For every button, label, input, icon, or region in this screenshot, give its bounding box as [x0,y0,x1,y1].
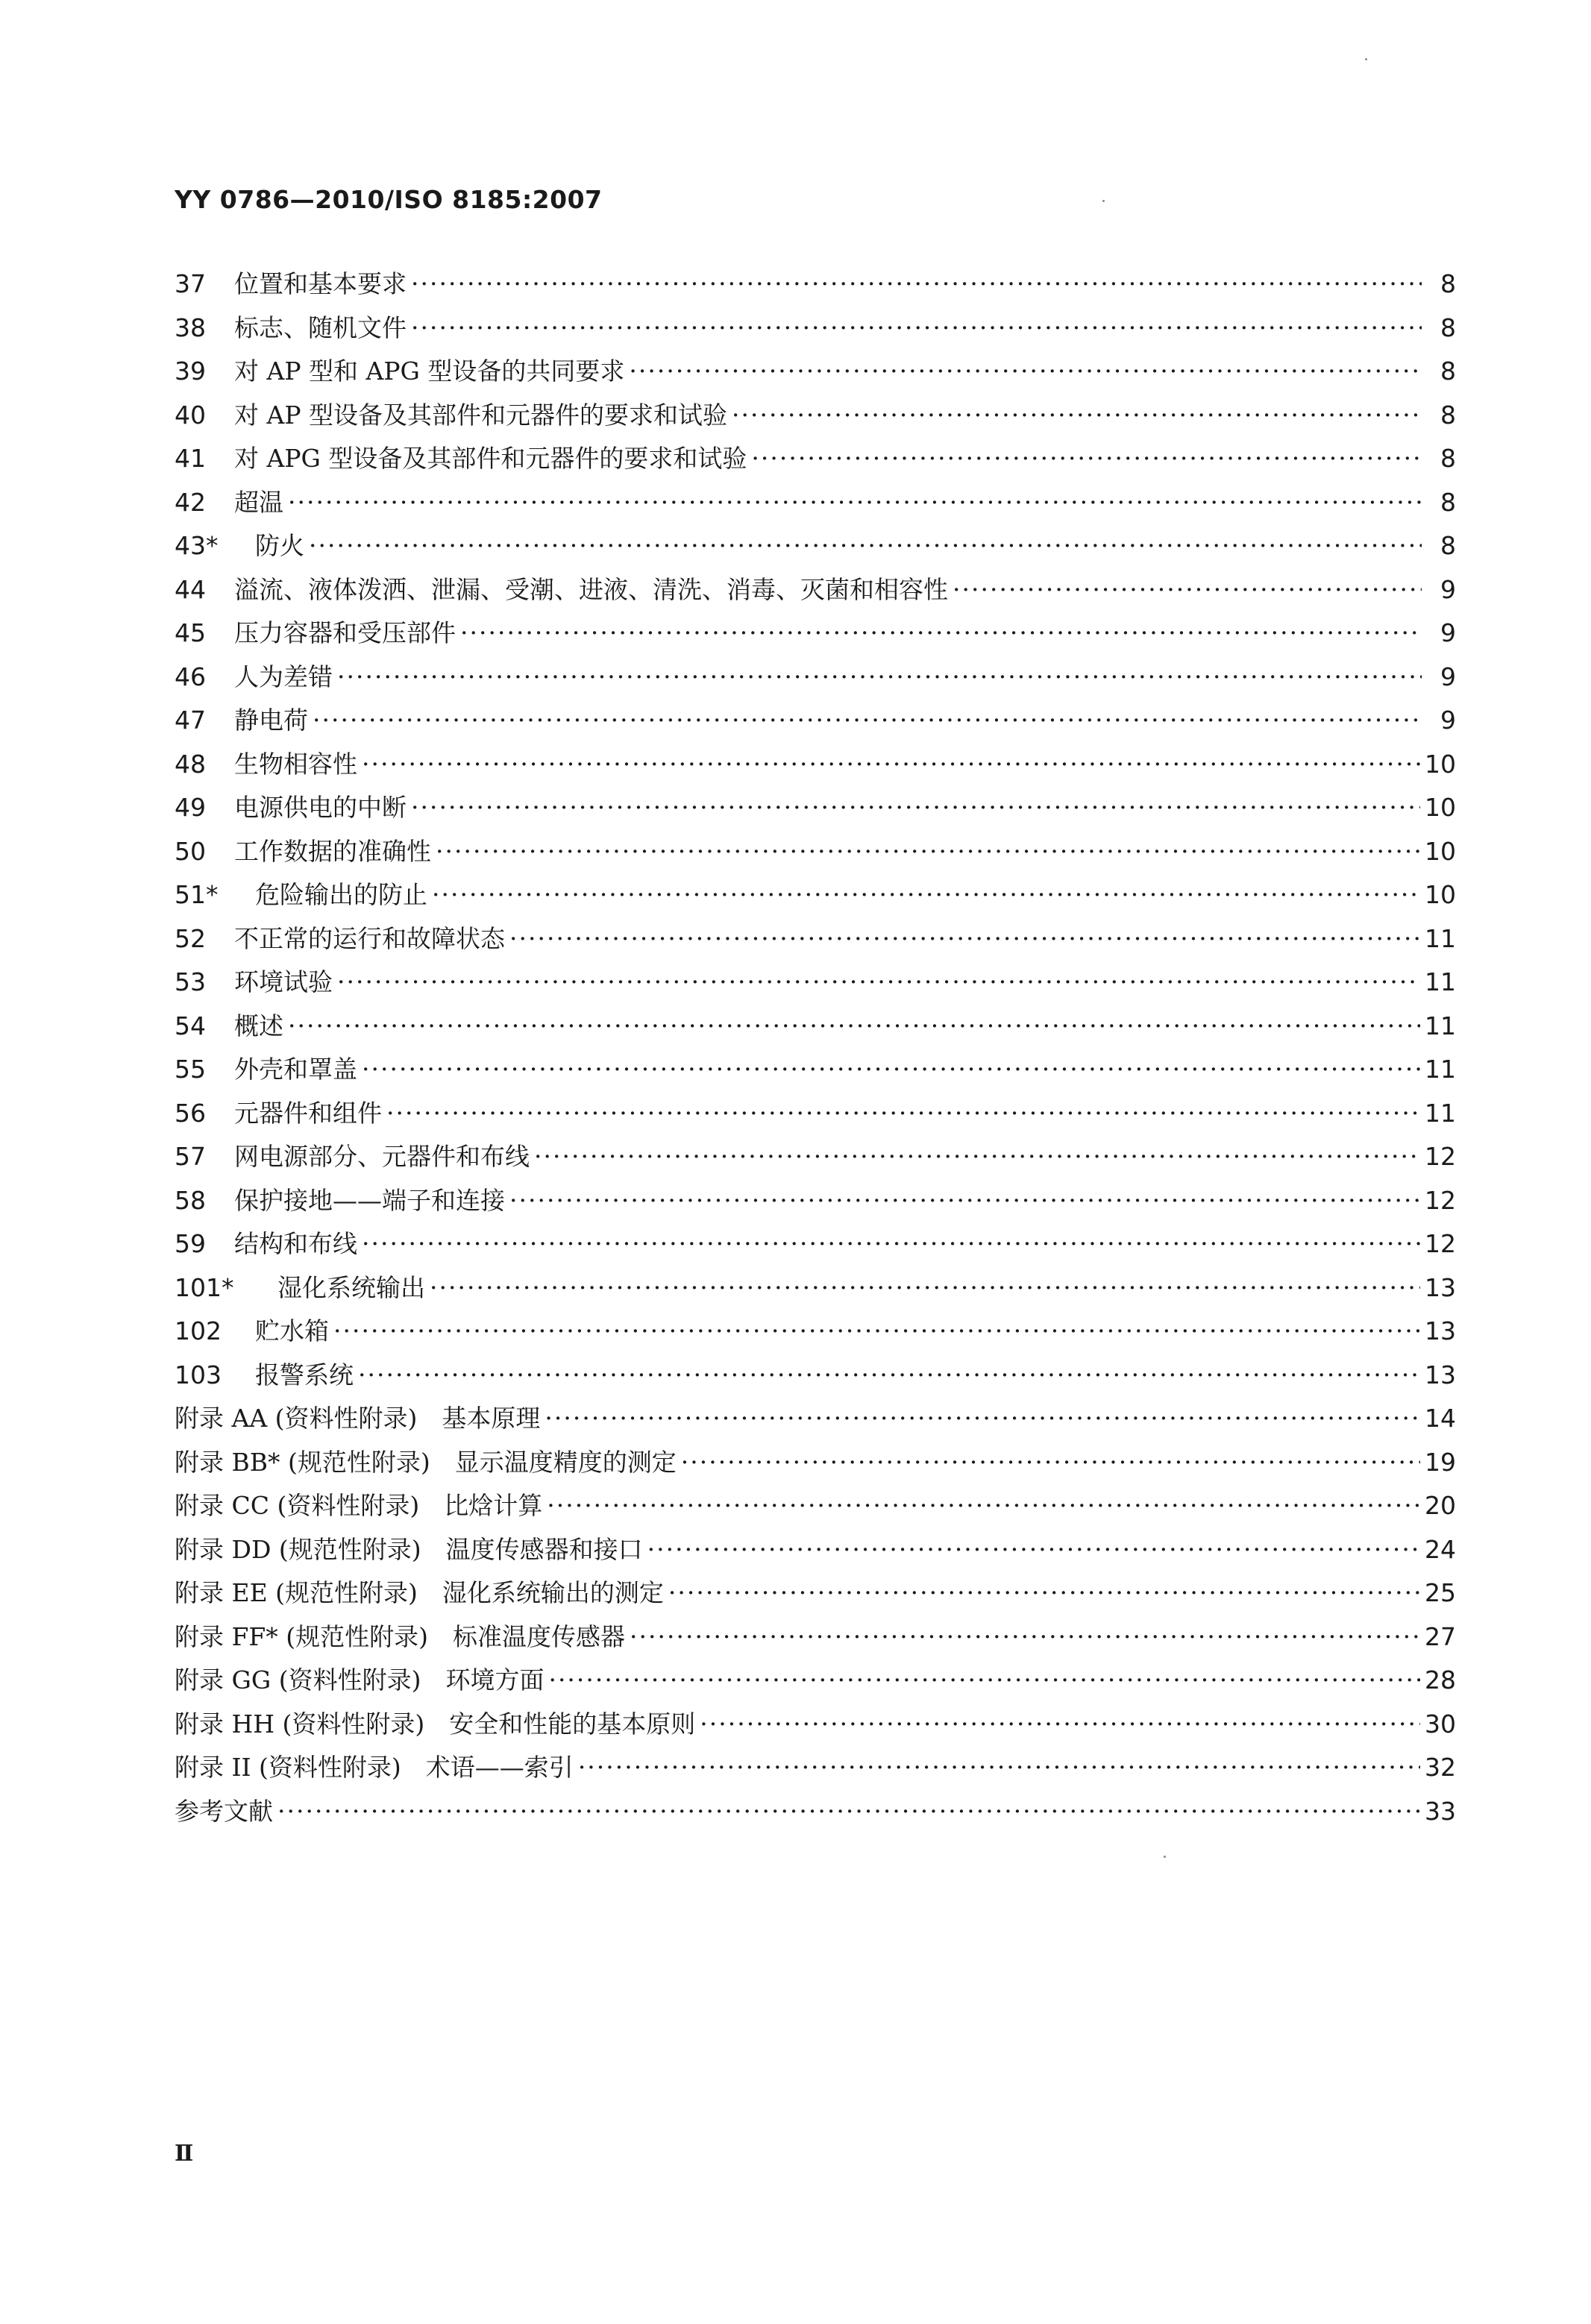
page-number-footer: Ⅱ [175,2141,194,2167]
toc-entry-title: 压力容器和受压部件 [234,618,456,647]
toc-entry-title: 不正常的运行和故障状态 [234,923,505,953]
toc-entry-title: 工作数据的准确性 [234,836,431,866]
toc-dot-leader [411,263,1422,307]
toc-entry-title: 标志、随机文件 [234,313,407,342]
toc-entry-title: 附录 FF* (规范性附录) 标准温度传感器 [175,1621,626,1651]
table-of-contents [175,263,1456,1833]
toc-entry-page: 10 [1425,793,1456,822]
toc-entry-number: 45 [175,618,206,647]
toc-dot-leader [578,1746,1420,1790]
toc-entry-page: 8 [1440,357,1456,386]
toc-entry-number: 59 [175,1229,206,1258]
toc-entry-title: 对 AP 型设备及其部件和元器件的要求和试验 [234,400,728,430]
toc-entry-page: 8 [1440,487,1456,517]
toc-entry-title: 对 APG 型设备及其部件和元器件的要求和试验 [234,444,747,473]
toc-dot-leader [362,1222,1420,1266]
toc-entry-number: 56 [175,1098,206,1128]
toc-entry-page: 13 [1425,1316,1456,1345]
toc-entry[interactable] [175,656,1456,700]
toc-dot-leader [411,307,1422,351]
toc-dot-leader [309,524,1422,568]
toc-dot-leader [288,1005,1420,1049]
toc-entry-title: 外壳和罩盖 [234,1055,357,1084]
toc-entry-page: 10 [1425,880,1456,909]
toc-entry-page: 8 [1440,531,1456,560]
toc-dot-leader [436,830,1420,874]
toc-entry-page: 28 [1425,1665,1456,1695]
toc-entry-title: 防火 [255,531,304,560]
toc-entry-title: 元器件和组件 [234,1098,382,1128]
toc-entry[interactable] [175,1266,1456,1310]
toc-entry-page: 12 [1425,1229,1456,1258]
toc-entry-page: 9 [1440,662,1456,691]
toc-entry[interactable] [175,1528,1456,1572]
toc-entry-title: 湿化系统输出 [277,1272,425,1302]
toc-entry-page: 11 [1425,1011,1456,1040]
toc-entry-title: 附录 II (资料性附录) 术语——索引 [175,1753,574,1782]
toc-entry-page: 13 [1425,1360,1456,1389]
toc-entry[interactable] [175,961,1456,1005]
toc-entry-page: 32 [1425,1753,1456,1782]
toc-entry-title: 对 AP 型和 APG 型设备的共同要求 [234,357,625,386]
toc-entry[interactable] [175,1659,1456,1703]
toc-entry[interactable] [175,1397,1456,1441]
toc-entry[interactable] [175,1179,1456,1223]
toc-dot-leader [953,568,1422,612]
toc-entry-title: 附录 GG (资料性附录) 环境方面 [175,1665,545,1695]
toc-entry[interactable] [175,524,1456,568]
toc-entry-title: 附录 EE (规范性附录) 湿化系统输出的测定 [175,1578,664,1607]
toc-entry-page: 9 [1440,574,1456,604]
toc-entry-title: 贮水箱 [255,1316,329,1345]
toc-dot-leader [545,1397,1420,1441]
toc-dot-leader [751,437,1422,481]
toc-entry-title: 结构和布线 [234,1229,357,1258]
toc-entry[interactable] [175,1790,1456,1834]
toc-dot-leader [337,961,1420,1005]
toc-entry-page: 12 [1425,1185,1456,1215]
scan-speck [1365,58,1367,60]
toc-entry[interactable] [175,263,1456,307]
toc-dot-leader [460,612,1422,656]
toc-entry-page: 11 [1425,1098,1456,1128]
toc-entry-title: 人为差错 [234,662,333,691]
toc-entry-title: 环境试验 [234,967,333,996]
toc-entry-title: 附录 BB* (规范性附录) 显示温度精度的测定 [175,1447,677,1477]
toc-entry-page: 8 [1440,269,1456,298]
toc-dot-leader [313,699,1422,743]
toc-entry[interactable] [175,481,1456,525]
toc-entry-page: 19 [1425,1447,1456,1477]
toc-dot-leader [333,1310,1420,1354]
toc-entry[interactable] [175,1484,1456,1528]
toc-entry-page: 12 [1425,1142,1456,1171]
toc-entry-title: 保护接地——端子和连接 [234,1185,505,1215]
toc-entry[interactable] [175,1746,1456,1790]
toc-entry[interactable] [175,1005,1456,1049]
toc-entry[interactable] [175,612,1456,656]
toc-entry[interactable] [175,1441,1456,1485]
toc-entry[interactable] [175,350,1456,394]
toc-entry[interactable] [175,1703,1456,1747]
toc-entry-page: 11 [1425,1055,1456,1084]
toc-entry-number: 52 [175,923,206,953]
toc-entry-page: 13 [1425,1272,1456,1302]
toc-entry-number: 51* [175,880,219,909]
toc-entry-number: 37 [175,269,206,298]
toc-entry-page: 10 [1425,836,1456,866]
toc-entry-page: 25 [1425,1578,1456,1607]
toc-dot-leader [509,917,1420,961]
toc-entry[interactable] [175,1571,1456,1615]
toc-entry-number: 58 [175,1185,206,1215]
toc-dot-leader [337,656,1422,700]
toc-entry-number: 50 [175,836,206,866]
toc-entry-number: 57 [175,1142,206,1171]
toc-dot-leader [362,1048,1420,1092]
toc-entry-title: 溢流、液体泼洒、泄漏、受潮、进液、清洗、消毒、灭菌和相容性 [234,574,948,604]
toc-entry[interactable] [175,1310,1456,1354]
toc-entry-number: 103 [175,1360,222,1389]
toc-entry-number: 49 [175,793,206,822]
toc-entry-page: 20 [1425,1491,1456,1520]
toc-entry[interactable] [175,1354,1456,1398]
toc-entry[interactable] [175,307,1456,351]
toc-entry-number: 53 [175,967,206,996]
toc-entry-page: 27 [1425,1621,1456,1651]
toc-entry-page: 8 [1440,313,1456,342]
toc-entry-title: 附录 CC (资料性附录) 比焓计算 [175,1491,543,1520]
toc-entry-title: 静电荷 [234,706,308,735]
toc-entry-title: 超温 [234,487,283,517]
toc-entry[interactable] [175,1135,1456,1179]
toc-entry-title: 危险输出的防止 [255,880,427,909]
toc-dot-leader [432,873,1420,917]
toc-entry[interactable] [175,699,1456,743]
toc-entry-title: 报警系统 [255,1360,354,1389]
toc-entry-page: 30 [1425,1709,1456,1739]
toc-entry-page: 14 [1425,1404,1456,1433]
toc-entry-page: 9 [1440,618,1456,647]
toc-entry-number: 54 [175,1011,206,1040]
toc-entry-title: 概述 [234,1011,283,1040]
toc-entry-number: 46 [175,662,206,691]
toc-dot-leader [547,1484,1420,1528]
toc-entry-title: 位置和基本要求 [234,269,407,298]
toc-entry-number: 102 [175,1316,222,1345]
toc-dot-leader [277,1790,1420,1834]
toc-entry-number: 55 [175,1055,206,1084]
toc-entry-number: 40 [175,400,206,430]
toc-dot-leader [629,350,1422,394]
toc-entry[interactable] [175,394,1456,438]
toc-entry[interactable] [175,743,1456,787]
toc-dot-leader [681,1441,1420,1485]
toc-entry-title: 生物相容性 [234,749,357,779]
toc-entry-number: 44 [175,574,206,604]
toc-dot-leader [358,1354,1420,1398]
toc-entry[interactable] [175,873,1456,917]
scan-speck [1164,1856,1166,1858]
toc-entry-title: 附录 DD (规范性附录) 温度传感器和接口 [175,1534,643,1564]
toc-entry-number: 101* [175,1272,234,1302]
toc-entry-page: 8 [1440,444,1456,473]
toc-entry-page: 24 [1425,1534,1456,1564]
toc-entry-number: 43* [175,531,219,560]
toc-entry[interactable] [175,568,1456,612]
toc-entry[interactable] [175,1048,1456,1092]
scan-speck [1102,200,1105,202]
toc-entry-number: 39 [175,357,206,386]
toc-dot-leader [668,1571,1420,1615]
toc-entry-number: 48 [175,749,206,779]
toc-entry-number: 42 [175,487,206,517]
toc-dot-leader [647,1528,1420,1572]
document-id-header: YY 0786—2010/ISO 8185:2007 [175,185,603,214]
toc-dot-leader [534,1135,1420,1179]
toc-entry-title: 附录 AA (资料性附录) 基本原理 [175,1404,541,1433]
toc-entry[interactable] [175,1092,1456,1136]
toc-dot-leader [362,743,1420,787]
toc-dot-leader [548,1659,1420,1703]
toc-entry-page: 11 [1425,923,1456,953]
toc-entry-page: 8 [1440,400,1456,430]
toc-entry[interactable] [175,437,1456,481]
toc-entry-number: 47 [175,706,206,735]
toc-entry-number: 38 [175,313,206,342]
toc-entry[interactable] [175,1222,1456,1266]
toc-dot-leader [430,1266,1420,1310]
toc-entry[interactable] [175,786,1456,830]
toc-entry-page: 11 [1425,967,1456,996]
toc-entry-title: 附录 HH (资料性附录) 安全和性能的基本原则 [175,1709,696,1739]
toc-entry-title: 电源供电的中断 [234,793,407,822]
toc-dot-leader [386,1092,1420,1136]
toc-dot-leader [509,1179,1420,1223]
toc-entry-page: 33 [1425,1796,1456,1826]
toc-entry[interactable] [175,917,1456,961]
toc-entry-number: 41 [175,444,206,473]
toc-entry-title: 网电源部分、元器件和布线 [234,1142,530,1171]
toc-entry[interactable] [175,1615,1456,1659]
toc-dot-leader [732,394,1422,438]
toc-entry-title: 参考文献 [175,1796,273,1826]
toc-entry[interactable] [175,830,1456,874]
toc-dot-leader [700,1703,1420,1747]
toc-entry-page: 10 [1425,749,1456,779]
toc-dot-leader [411,786,1420,830]
toc-entry-page: 9 [1440,706,1456,735]
toc-dot-leader [630,1615,1420,1659]
toc-dot-leader [288,481,1422,525]
